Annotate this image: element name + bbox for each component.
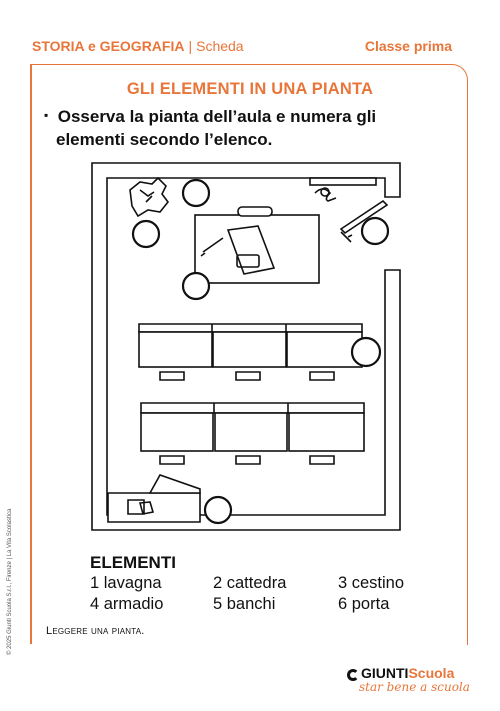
bullet-icon: ▪	[44, 108, 49, 122]
answer-circle	[183, 180, 209, 206]
logo-brand-b: Scuola	[408, 665, 455, 681]
element-item: 3 cestino	[338, 574, 405, 592]
instruction-line-1: Osserva la pianta dell’aula e numera gli	[57, 107, 377, 126]
element-item: 5 banchi	[213, 595, 276, 613]
answer-circle	[183, 273, 209, 299]
desks-row-1	[139, 324, 362, 380]
grade-label: Classe prima	[364, 38, 452, 54]
answer-circle	[133, 221, 159, 247]
answer-circle	[362, 218, 388, 244]
instruction-line-2: elementi secondo l’elenco.	[56, 130, 273, 149]
logo-tagline: star bene a scuola	[359, 680, 470, 694]
sheet-type-label: Scheda	[196, 38, 244, 54]
logo-g-icon	[347, 669, 359, 681]
element-item: 6 porta	[338, 595, 390, 613]
teacher-desk-shape	[195, 207, 319, 283]
cupboard-shape	[108, 475, 200, 522]
element-item: 2 cattedra	[213, 574, 287, 592]
publisher-logo	[347, 665, 470, 694]
blackboard-shape	[310, 178, 376, 201]
answer-circle	[205, 497, 231, 523]
logo-brand-a: GIUNTI	[361, 665, 409, 681]
element-item: 4 armadio	[90, 595, 164, 613]
header-separator: |	[188, 38, 193, 54]
wastebasket-shape	[130, 178, 168, 216]
subject-label: STORIA e GEOGRAFIA	[32, 38, 185, 54]
worksheet-title: GLI ELEMENTI IN UNA PIANTA	[126, 80, 374, 98]
desks-row-2	[141, 403, 364, 464]
answer-circle	[352, 338, 380, 366]
elements-heading: ELEMENTI	[90, 553, 176, 572]
copyright-text: © 2025 Giunti Scuola S.r.l., Firenze | La Vita Scolastica	[7, 508, 13, 655]
footnote: Leggere una pianta.	[46, 625, 145, 637]
element-item: 1 lavagna	[90, 574, 162, 592]
